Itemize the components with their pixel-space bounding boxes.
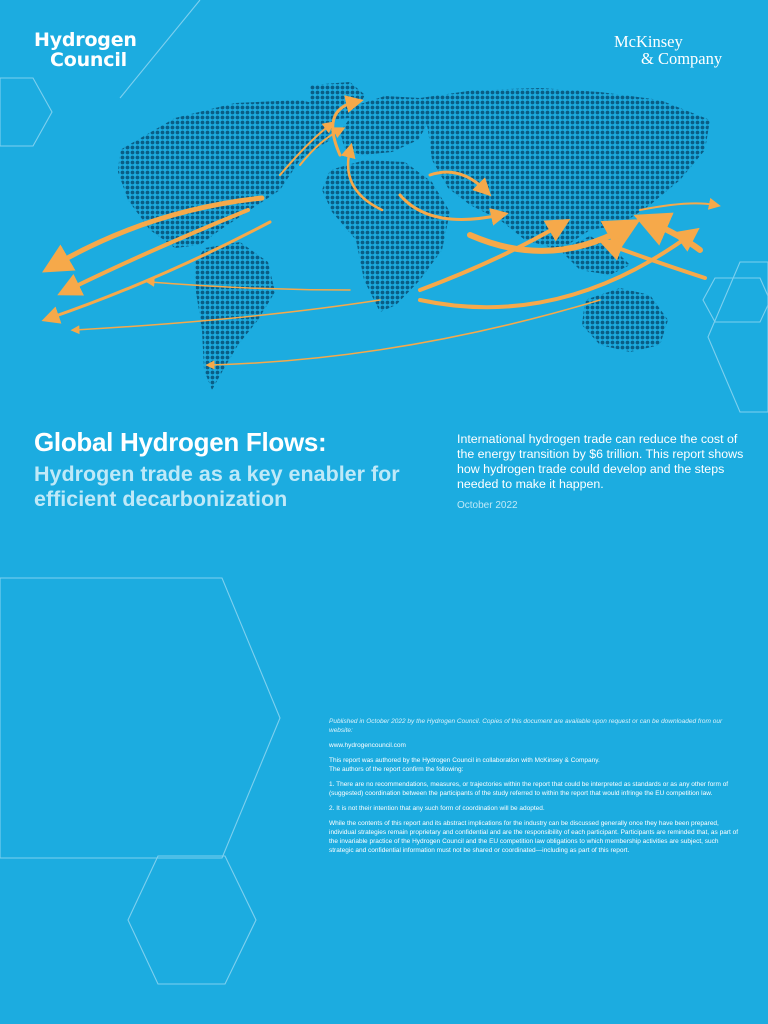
world-map-illustration bbox=[40, 80, 730, 410]
legal-authors-confirm: The authors of the report confirm the following: bbox=[329, 766, 464, 773]
north-america bbox=[118, 100, 335, 248]
report-subtitle: Hydrogen trade as a key enabler for efficient decarbonization bbox=[34, 462, 400, 511]
hexagon-left-large bbox=[0, 578, 280, 858]
report-intro: International hydrogen trade can reduce the cost of the energy transition by $6 trillion. This report shows how hydrogen trade could develop and the steps needed to make it happen. bbox=[457, 432, 744, 491]
legal-authored: This report was authored by the Hydrogen Council in collaboration with McKinsey & Company. bbox=[329, 757, 600, 764]
report-title: Global Hydrogen Flows: bbox=[34, 427, 327, 457]
mckinsey-logo bbox=[614, 33, 722, 67]
legal-closing: While the contents of this report and its abstract implications for the industry can be discussed generally once they have been prepared, individual strategies remain proprietary and confidential and are the responsibility of each participant. Participants are reminded that, as part of the invariable practice of the Hydrogen Council and the EU competition law obligations to which membership activities are subject, such strategic and confidential information must not be shared or coordinated—including as part of this report. bbox=[329, 820, 739, 854]
mckinsey-logo-line2: & Company bbox=[641, 49, 723, 68]
africa bbox=[322, 160, 450, 312]
legal-published: Published in October 2022 by the Hydrogen Council. Copies of this document are available upon request or can be downloaded from our website: bbox=[329, 718, 723, 734]
mckinsey-logo-line1: McKinsey bbox=[614, 32, 683, 51]
hydrogen-council-logo-line1: Hydrogen bbox=[34, 29, 137, 51]
hexagon-bottom-small bbox=[128, 856, 256, 984]
legal-point-1: 1. There are no recommendations, measures, or trajectories within the report that could be interpreted as standards or as any other form of (suggested) coordination between the participants of the study referred to within the report that would infringe the EU competition law. bbox=[329, 781, 729, 797]
legal-notice bbox=[329, 717, 739, 861]
hydrogen-council-logo-line2: Council bbox=[50, 49, 127, 71]
publication-date: October 2022 bbox=[457, 500, 518, 511]
asia bbox=[420, 88, 710, 250]
australia bbox=[582, 288, 668, 352]
hydrogen-council-logo bbox=[34, 30, 137, 70]
south-america bbox=[195, 242, 275, 390]
legal-point-2: 2. It is not their intention that any such form of coordination will be adopted. bbox=[329, 805, 545, 812]
legal-website-link[interactable]: www.hydrogencouncil.com bbox=[329, 742, 406, 749]
